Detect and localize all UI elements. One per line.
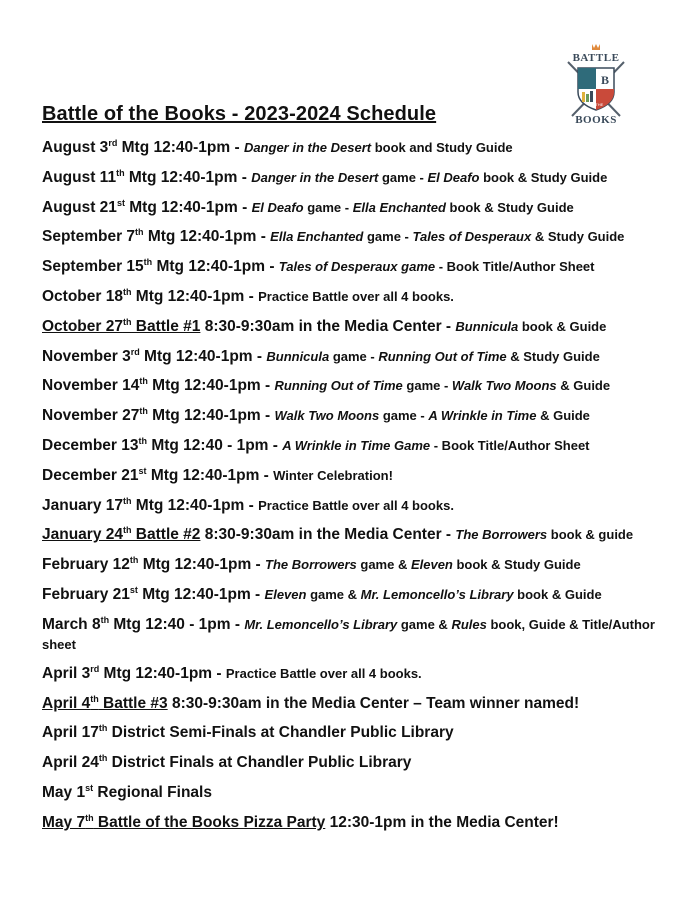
schedule-date: December 13 [42, 436, 139, 454]
separator: - [260, 407, 275, 425]
schedule-date-event [42, 169, 237, 186]
schedule-date: October 18 [42, 287, 123, 305]
schedule-detail: game - [379, 408, 429, 424]
battle-of-the-books-logo [562, 40, 630, 126]
schedule-row [42, 525, 662, 555]
separator: - [265, 258, 279, 276]
schedule-date-event [42, 724, 454, 741]
schedule-date-event [42, 695, 168, 712]
schedule-date-event [42, 586, 251, 603]
schedule-date-event [42, 616, 231, 633]
separator: - [230, 615, 245, 633]
schedule-event: Mtg 12:40-1pm [131, 496, 245, 514]
book-title: Danger in the Desert [243, 140, 372, 155]
schedule-detail: game - [303, 199, 353, 215]
separator: - [441, 526, 456, 544]
schedule-detail: & Guide [536, 408, 590, 424]
logo-top-text: BATTLE [572, 52, 620, 64]
schedule-row [42, 496, 662, 526]
schedule-detail: game & [306, 586, 361, 602]
schedule-detail: game - [363, 229, 413, 245]
separator: - [252, 347, 267, 365]
book-title: Ella Enchanted [352, 199, 446, 215]
schedule-event-location: 8:30-9:30am in the Media Center [200, 526, 442, 544]
separator: - [256, 228, 271, 246]
schedule-date-event [42, 665, 212, 682]
book-title: Tales of Desperaux game [278, 259, 436, 275]
schedule-event-location: 12:30-1pm in the Media Center! [325, 813, 559, 831]
schedule-date: April 24 [42, 754, 99, 772]
schedule-event: District Finals at Chandler Public Library [107, 754, 412, 772]
book-title: Bunnicula [455, 318, 519, 334]
schedule-date: September 15 [42, 258, 144, 276]
separator: - [259, 466, 274, 484]
schedule-date-event [42, 526, 200, 543]
book-title: Walk Two Moons [451, 378, 557, 394]
schedule-row [42, 198, 662, 228]
schedule-detail: Practice Battle over all 4 books. [258, 497, 454, 513]
schedule-event-location: 8:30-9:30am in the Media Center [200, 317, 442, 335]
schedule-date-event [42, 437, 268, 454]
schedule-event: District Semi-Finals at Chandler Public Library [107, 724, 454, 742]
schedule-date: April 17 [42, 724, 99, 742]
schedule-date-event [42, 814, 325, 831]
date-ordinal-suffix: th [122, 286, 132, 297]
schedule-detail: & Guide [556, 378, 611, 394]
separator: - [212, 664, 226, 682]
schedule-row [42, 723, 662, 753]
schedule-event: Mtg 12:40-1pm [143, 228, 257, 246]
schedule-detail: book & Guide [513, 586, 602, 602]
schedule-row [42, 168, 662, 198]
schedule-date-event [42, 497, 244, 514]
schedule-event: Mtg 12:40 - 1pm [147, 436, 269, 454]
schedule-row [42, 783, 662, 813]
schedule-detail: book & Study Guide [452, 557, 581, 573]
schedule-row [42, 664, 662, 694]
book-title: Mr. Lemoncello’s Library [360, 586, 514, 602]
schedule-date-event [42, 139, 230, 156]
schedule-date-event [42, 467, 259, 484]
schedule-detail: book & Study Guide [479, 169, 608, 185]
schedule-detail: game - [378, 169, 428, 185]
svg-text:B: B [600, 73, 610, 87]
schedule-date-event [42, 318, 200, 335]
book-title: Rules [451, 616, 487, 632]
date-ordinal-suffix: th [135, 227, 144, 238]
schedule-date: November 27 [42, 407, 140, 425]
schedule-date-event [42, 348, 253, 365]
date-ordinal-suffix: th [139, 406, 148, 417]
schedule-row [42, 753, 662, 783]
schedule-detail: Practice Battle over all 4 books. [225, 665, 422, 681]
schedule-detail: game - [402, 378, 452, 394]
schedule-detail: game & [356, 557, 411, 573]
schedule-event: Mtg 12:40-1pm [124, 198, 238, 216]
date-ordinal-suffix: rd [130, 346, 140, 357]
schedule-date: February 12 [42, 556, 130, 574]
schedule-row [42, 376, 662, 406]
schedule-date-event [42, 199, 238, 216]
book-title: Running Out of Time [378, 348, 507, 364]
schedule-detail: book & Study Guide [445, 199, 574, 215]
schedule-row [42, 138, 662, 168]
schedule-list [42, 138, 662, 843]
schedule-event: Battle #3 [98, 694, 168, 712]
date-ordinal-suffix: rd [90, 663, 100, 674]
book-title: Tales of Desperaux [412, 229, 532, 245]
date-ordinal-suffix: rd [108, 138, 118, 148]
separator: - [237, 198, 252, 216]
schedule-event: Battle #2 [131, 526, 201, 544]
schedule-detail: book and Study Guide [371, 140, 513, 155]
schedule-date: April 4 [42, 694, 91, 712]
schedule-row [42, 317, 662, 347]
date-ordinal-suffix: th [129, 555, 139, 566]
schedule-date: March 8 [42, 615, 101, 633]
schedule-date-event [42, 228, 256, 245]
date-ordinal-suffix: th [116, 167, 125, 178]
book-title: The Borrowers [455, 527, 548, 543]
date-ordinal-suffix: th [123, 495, 132, 506]
schedule-date-event [42, 407, 261, 424]
book-title: A Wrinkle in Time [428, 408, 537, 424]
schedule-date: October 27 [42, 317, 123, 335]
schedule-row [42, 287, 662, 317]
schedule-date: February 21 [42, 585, 130, 603]
separator: - [251, 556, 266, 574]
separator: - [441, 317, 456, 335]
schedule-detail: - Book Title/Author Sheet [430, 437, 590, 453]
date-ordinal-suffix: st [129, 584, 138, 595]
schedule-row [42, 436, 662, 466]
schedule-row [42, 555, 662, 585]
schedule-event: Mtg 12:40-1pm [147, 377, 261, 395]
schedule-date-event [42, 784, 212, 801]
schedule-event: Mtg 12:40-1pm [137, 585, 251, 603]
schedule-detail: book & guide [547, 527, 634, 543]
date-ordinal-suffix: th [139, 376, 148, 387]
schedule-row [42, 466, 662, 496]
schedule-event: Mtg 12:40-1pm [139, 347, 253, 365]
schedule-detail: game & [397, 616, 452, 632]
schedule-event: Battle #1 [131, 317, 201, 335]
schedule-event-location: 8:30-9:30am in the Media Center – Team winner named! [167, 694, 580, 712]
schedule-date: November 14 [42, 377, 140, 395]
schedule-date: December 21 [42, 466, 139, 484]
date-ordinal-suffix: th [138, 435, 148, 446]
schedule-date-event [42, 556, 251, 573]
schedule-row [42, 406, 662, 436]
schedule-row [42, 585, 662, 615]
schedule-date-event [42, 377, 261, 394]
book-title: Running Out of Time [274, 378, 403, 394]
book-title: The Borrowers [265, 557, 357, 573]
schedule-date: November 3 [42, 347, 131, 365]
schedule-event: Mtg 12:40-1pm [124, 168, 238, 186]
schedule-event: Mtg 12:40 - 1pm [109, 615, 231, 633]
schedule-date: September 7 [42, 228, 136, 246]
book-title: Mr. Lemoncello’s Library [244, 616, 398, 632]
book-title: A Wrinkle in Time Game [282, 437, 431, 453]
date-ordinal-suffix: th [98, 753, 108, 764]
date-ordinal-suffix: th [98, 723, 108, 734]
schedule-event: Mtg 12:40-1pm [131, 287, 245, 305]
schedule-row [42, 615, 662, 664]
separator: - [230, 139, 244, 156]
date-ordinal-suffix: th [122, 316, 132, 327]
separator: - [268, 436, 283, 454]
schedule-event: Mtg 12:40-1pm [99, 664, 213, 682]
schedule-detail: game - [329, 348, 379, 364]
date-ordinal-suffix: th [123, 525, 132, 536]
schedule-event: Battle of the Books Pizza Party [93, 813, 326, 831]
schedule-event: Mtg 12:40-1pm [138, 556, 252, 574]
schedule-event: Mtg 12:40-1pm [117, 139, 231, 156]
date-ordinal-suffix: th [143, 257, 153, 268]
schedule-date: January 24 [42, 526, 123, 544]
schedule-detail: Practice Battle over all 4 books. [258, 288, 454, 304]
schedule-date-event [42, 258, 265, 275]
schedule-detail: & Study Guide [531, 229, 625, 245]
schedule-row [42, 257, 662, 287]
book-title: Eleven [410, 557, 453, 573]
schedule-date: January 17 [42, 496, 123, 514]
schedule-event: Regional Finals [93, 783, 212, 801]
schedule-date: August 21 [42, 198, 117, 216]
logo-bottom-text: BOOKS [575, 114, 617, 126]
schedule-detail: Winter Celebration! [273, 467, 393, 483]
schedule-detail: book, Guide & Title/Author sheet [42, 616, 655, 652]
book-title: El Deafo [427, 169, 480, 185]
schedule-event: Mtg 12:40-1pm [147, 407, 261, 425]
schedule-row [42, 813, 662, 843]
schedule-row [42, 694, 662, 724]
date-ordinal-suffix: th [85, 812, 94, 823]
schedule-date-event [42, 288, 244, 305]
date-ordinal-suffix: th [100, 614, 110, 625]
schedule-date: August 11 [42, 168, 117, 186]
separator: - [237, 168, 252, 186]
schedule-date: April 3 [42, 664, 91, 682]
schedule-detail: - Book Title/Author Sheet [435, 259, 595, 275]
logo-small-text: OF THE [588, 102, 604, 107]
schedule-date: August 3 [42, 139, 109, 156]
book-title: Bunnicula [266, 348, 330, 364]
book-title: Danger in the Desert [251, 169, 379, 185]
schedule-date: May 7 [42, 813, 86, 831]
schedule-row [42, 347, 662, 377]
schedule-event: Mtg 12:40-1pm [152, 258, 266, 276]
book-title: Eleven [264, 586, 307, 602]
schedule-detail: book & Guide [518, 318, 607, 334]
book-title: Walk Two Moons [274, 408, 380, 424]
book-title: El Deafo [251, 199, 304, 215]
page-title: Battle of the Books - 2023-2024 Schedule [42, 103, 437, 125]
date-ordinal-suffix: st [138, 465, 147, 476]
schedule-event: Mtg 12:40-1pm [146, 466, 260, 484]
separator: - [260, 377, 275, 395]
schedule-date: May 1 [42, 783, 86, 801]
separator: - [244, 287, 259, 305]
date-ordinal-suffix: st [116, 197, 125, 208]
date-ordinal-suffix: th [90, 693, 99, 704]
schedule-row [42, 227, 662, 257]
date-ordinal-suffix: st [85, 782, 94, 793]
separator: - [244, 496, 259, 514]
book-title: Ella Enchanted [270, 229, 364, 245]
schedule-date-event [42, 754, 411, 771]
schedule-detail: & Study Guide [506, 348, 600, 364]
separator: - [250, 585, 265, 603]
